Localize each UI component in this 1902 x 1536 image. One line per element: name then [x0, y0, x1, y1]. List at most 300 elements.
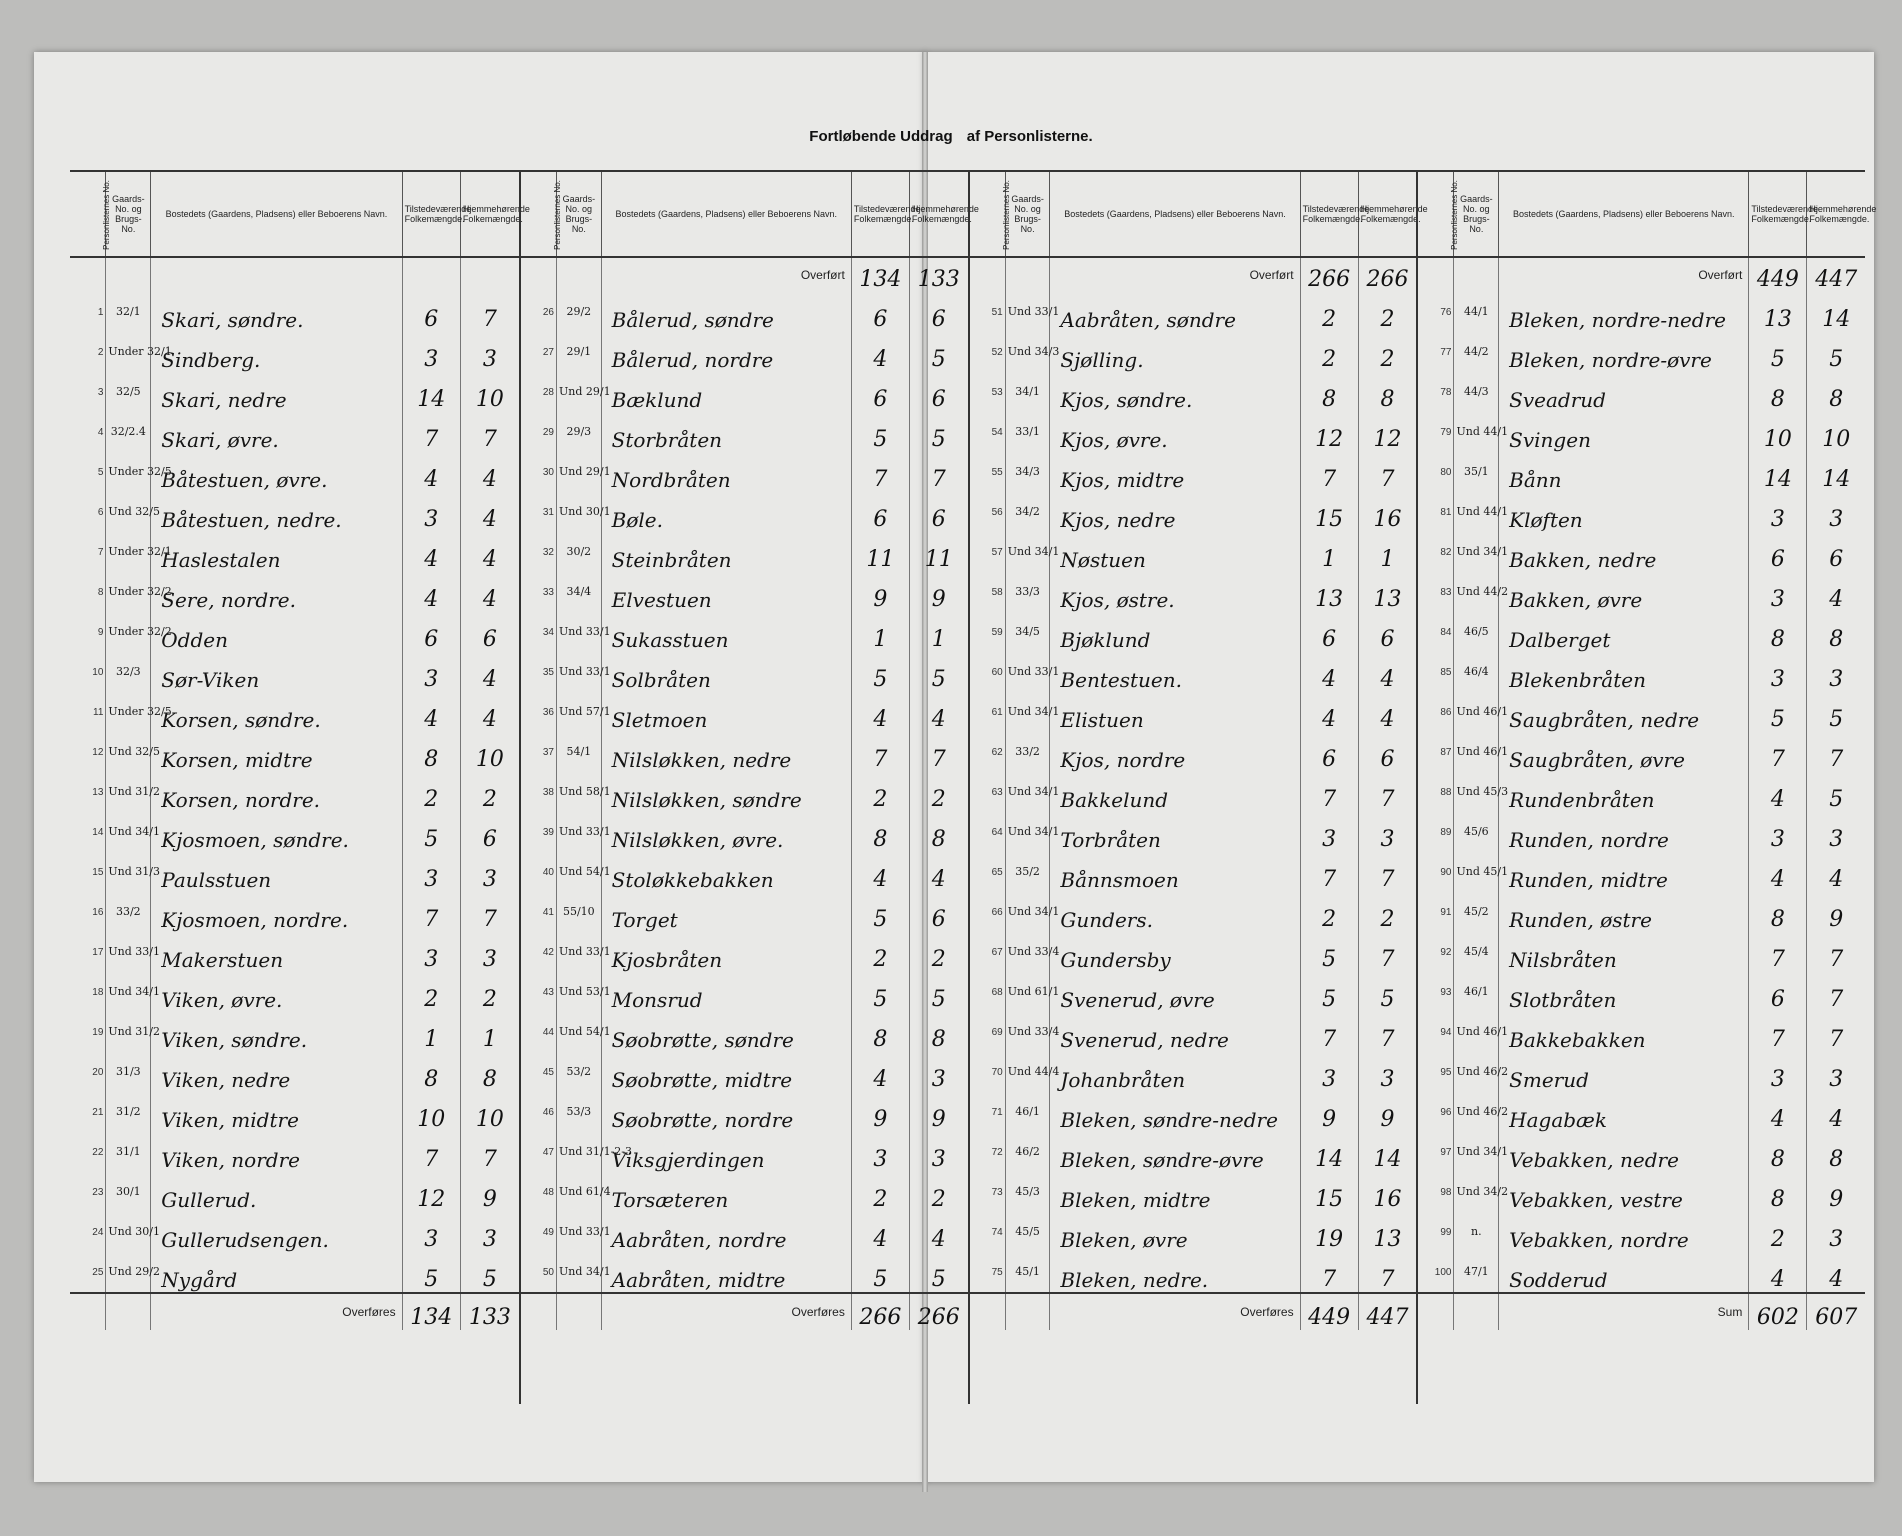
- residence-name: Torbråten: [1050, 812, 1300, 852]
- table-row: [970, 492, 1417, 532]
- empty-cell: [556, 257, 601, 292]
- resident-population: 4: [909, 1212, 967, 1252]
- farm-number: Und 32/5: [106, 732, 151, 772]
- present-population: 8: [1749, 1132, 1807, 1172]
- present-population: 7: [1300, 852, 1358, 892]
- present-population: 3: [402, 492, 460, 532]
- present-population: 5: [851, 892, 909, 932]
- farm-number: 44/1: [1454, 292, 1499, 332]
- residence-name: Smerud: [1499, 1052, 1749, 1092]
- resident-population: 6: [460, 812, 518, 852]
- resident-population: 5: [909, 652, 967, 692]
- carry-out-resident: 266: [909, 1293, 967, 1330]
- person-list-number: 30: [542, 466, 554, 478]
- farm-number: 45/6: [1454, 812, 1499, 852]
- carry-out-resident: 447: [1358, 1293, 1416, 1330]
- present-population: 4: [402, 532, 460, 572]
- residence-name: Elvestuen: [601, 572, 851, 612]
- residence-name: Vebakken, nedre: [1499, 1132, 1749, 1172]
- resident-population: 9: [1358, 1092, 1416, 1132]
- farm-number: 31/3: [106, 1052, 151, 1092]
- farm-number: 33/3: [1005, 572, 1050, 612]
- carry-out-resident: 133: [460, 1293, 518, 1330]
- residence-name: Aabråten, nordre: [601, 1212, 851, 1252]
- farm-number: 29/2: [556, 292, 601, 332]
- present-population: 10: [402, 1092, 460, 1132]
- resident-population: 4: [1807, 1092, 1865, 1132]
- table-row: [1418, 372, 1865, 412]
- person-list-number: 25: [92, 1266, 104, 1278]
- farm-number: 29/3: [556, 412, 601, 452]
- present-population: 12: [1300, 412, 1358, 452]
- table-row: [970, 452, 1417, 492]
- header-personlist-no-label: Personlisternes No.: [1001, 179, 1011, 250]
- person-list-number: 31: [542, 506, 554, 518]
- resident-population: 9: [909, 1092, 967, 1132]
- farm-number: Und 33/1: [1005, 292, 1050, 332]
- residence-name: Sør-Viken: [151, 652, 402, 692]
- residence-name: Korsen, nordre.: [151, 772, 402, 812]
- residence-name: Svenerud, nedre: [1050, 1012, 1300, 1052]
- header-tilstede-label: Tilstedeværende Folkemængde.: [404, 204, 472, 224]
- residence-name: Vebakken, vestre: [1499, 1172, 1749, 1212]
- resident-population: 2: [1358, 292, 1416, 332]
- table-row: [1418, 1132, 1865, 1172]
- residence-name: Bleken, nedre.: [1050, 1252, 1300, 1293]
- table-row: [1418, 932, 1865, 972]
- table-row: [521, 1012, 968, 1052]
- resident-population: 8: [909, 812, 967, 852]
- empty-cell: [521, 257, 557, 292]
- person-list-number: 6: [97, 506, 104, 518]
- table-row: [970, 292, 1417, 332]
- empty-cell: [556, 1293, 601, 1330]
- resident-population: 5: [909, 972, 967, 1012]
- person-list-number: 11: [93, 706, 104, 718]
- resident-population: 5: [460, 1252, 518, 1293]
- residence-name: Saugbråten, øvre: [1499, 732, 1749, 772]
- present-population: 4: [402, 572, 460, 612]
- resident-population: 2: [909, 1172, 967, 1212]
- present-population: 6: [1749, 532, 1807, 572]
- present-population: 5: [1300, 932, 1358, 972]
- header-hjemme: [1807, 172, 1877, 257]
- present-population: 2: [851, 932, 909, 972]
- empty-cell: [1418, 1293, 1454, 1330]
- farm-number: 32/1: [106, 292, 151, 332]
- farm-number: 44/2: [1454, 332, 1499, 372]
- table-row: [1418, 1172, 1865, 1212]
- farm-number: Und 58/1: [556, 772, 601, 812]
- person-list-number: 19: [92, 1026, 104, 1038]
- section-table: [970, 172, 1428, 1330]
- person-list-number: 89: [1440, 826, 1452, 838]
- farm-number: 32/3: [106, 652, 151, 692]
- present-population: 8: [402, 732, 460, 772]
- table-row: [1418, 732, 1865, 772]
- person-list-number: 70: [991, 1066, 1003, 1078]
- resident-population: 6: [909, 492, 967, 532]
- residence-name: Svenerud, øvre: [1050, 972, 1300, 1012]
- person-list-number: 48: [542, 1186, 554, 1198]
- residence-name: Korsen, søndre.: [151, 692, 402, 732]
- residence-name: Bjøklund: [1050, 612, 1300, 652]
- resident-population: 5: [1807, 772, 1865, 812]
- residence-name: Sodderud: [1499, 1252, 1749, 1293]
- residence-name: Båtestuen, nedre.: [151, 492, 402, 532]
- resident-population: 4: [1807, 852, 1865, 892]
- farm-number: 32/5: [106, 372, 151, 412]
- present-population: 5: [851, 412, 909, 452]
- farm-number: Under 32/1: [106, 532, 151, 572]
- farm-number: Und 46/2: [1454, 1052, 1499, 1092]
- resident-population: 3: [1807, 492, 1865, 532]
- header-tilstede: [1749, 172, 1819, 257]
- person-list-number: 8: [97, 586, 104, 598]
- table-row: [70, 1012, 519, 1052]
- empty-cell: [970, 1293, 1006, 1330]
- person-list-number: 50: [542, 1266, 554, 1278]
- person-list-number: 65: [991, 866, 1003, 878]
- resident-population: 3: [1807, 652, 1865, 692]
- farm-number: Und 45/3: [1454, 772, 1499, 812]
- table-row: [1418, 612, 1865, 652]
- farm-number: Und 44/1: [1454, 492, 1499, 532]
- person-list-number: 58: [991, 586, 1003, 598]
- farm-number: 35/2: [1005, 852, 1050, 892]
- carry-out-present: 266: [851, 1293, 909, 1330]
- empty-cell: [460, 257, 518, 292]
- farm-number: Und 61/1: [1005, 972, 1050, 1012]
- farm-number: Und 44/2: [1454, 572, 1499, 612]
- farm-number: Und 33/1: [556, 932, 601, 972]
- table-row: [70, 1172, 519, 1212]
- present-population: 7: [402, 892, 460, 932]
- table-row: [970, 1012, 1417, 1052]
- person-list-number: 38: [542, 786, 554, 798]
- present-population: 4: [851, 332, 909, 372]
- carry-in-label: Overført: [601, 257, 851, 292]
- residence-name: Bålerud, søndre: [601, 292, 851, 332]
- section-table: [521, 172, 979, 1330]
- table-row: [70, 532, 519, 572]
- residence-name: Bakkebakken: [1499, 1012, 1749, 1052]
- empty-cell: [402, 257, 460, 292]
- farm-number: 54/1: [556, 732, 601, 772]
- farm-number: Und 33/1: [556, 652, 601, 692]
- resident-population: 2: [460, 772, 518, 812]
- farm-number: Und 32/5: [106, 492, 151, 532]
- residence-name: Korsen, midtre: [151, 732, 402, 772]
- person-list-number: 52: [991, 346, 1003, 358]
- table-row: [70, 1212, 519, 1252]
- register-section: [519, 172, 979, 1404]
- resident-population: 3: [909, 1132, 967, 1172]
- carry-out-present: 449: [1300, 1293, 1358, 1330]
- farm-number: Und 34/1: [1005, 692, 1050, 732]
- resident-population: 3: [460, 1212, 518, 1252]
- person-list-number: 29: [542, 426, 554, 438]
- resident-population: 7: [1358, 452, 1416, 492]
- residence-name: Kløften: [1499, 492, 1749, 532]
- header-gaards-no: [1454, 172, 1499, 257]
- resident-population: 3: [1807, 1052, 1865, 1092]
- table-row: [70, 932, 519, 972]
- present-population: 7: [1300, 772, 1358, 812]
- present-population: 2: [1300, 332, 1358, 372]
- empty-cell: [1454, 1293, 1499, 1330]
- table-row: [521, 412, 968, 452]
- person-list-number: 39: [542, 826, 554, 838]
- resident-population: 9: [460, 1172, 518, 1212]
- present-population: 2: [402, 772, 460, 812]
- present-population: 7: [1300, 452, 1358, 492]
- resident-population: 10: [460, 372, 518, 412]
- farm-number: Und 54/1: [556, 852, 601, 892]
- person-list-number: 1: [97, 306, 104, 318]
- farm-number: 53/2: [556, 1052, 601, 1092]
- person-list-number: 88: [1440, 786, 1452, 798]
- table-row: [70, 412, 519, 452]
- resident-population: 4: [460, 492, 518, 532]
- present-population: 8: [1749, 372, 1807, 412]
- resident-population: 8: [909, 1012, 967, 1052]
- present-population: 10: [1749, 412, 1807, 452]
- header-tilstede: [1300, 172, 1370, 257]
- residence-name: Viksgjerdingen: [601, 1132, 851, 1172]
- table-row: [521, 492, 968, 532]
- farm-number: Under 32/2: [106, 612, 151, 652]
- resident-population: 4: [460, 692, 518, 732]
- title-part-1: Fortløbende Uddrag: [809, 128, 953, 145]
- person-list-number: 34: [542, 626, 554, 638]
- header-hjemme-label: Hjemmehørende Folkemængde.: [462, 204, 530, 224]
- residence-name: Sere, nordre.: [151, 572, 402, 612]
- present-population: 15: [1300, 1172, 1358, 1212]
- present-population: 7: [851, 732, 909, 772]
- table-row: [970, 652, 1417, 692]
- farm-number: Und 30/1: [556, 492, 601, 532]
- header-bosted-label: Bostedets (Gaardens, Pladsens) eller Beboerens Navn.: [1064, 209, 1286, 219]
- present-population: 2: [1749, 1212, 1807, 1252]
- resident-population: 6: [460, 612, 518, 652]
- empty-cell: [1418, 257, 1454, 292]
- farm-number: Und 34/1: [1005, 772, 1050, 812]
- farm-number: Und 31/2: [106, 1012, 151, 1052]
- resident-population: 7: [1807, 1012, 1865, 1052]
- resident-population: 5: [1807, 332, 1865, 372]
- present-population: 8: [402, 1052, 460, 1092]
- present-population: 11: [851, 532, 909, 572]
- person-list-number: 40: [542, 866, 554, 878]
- resident-population: 8: [1807, 612, 1865, 652]
- present-population: 7: [1749, 932, 1807, 972]
- farm-number: Und 54/1: [556, 1012, 601, 1052]
- person-list-number: 43: [542, 986, 554, 998]
- present-population: 6: [1300, 732, 1358, 772]
- present-population: 9: [851, 572, 909, 612]
- table-row: [70, 452, 519, 492]
- residence-name: Blekenbråten: [1499, 652, 1749, 692]
- table-row: [1418, 772, 1865, 812]
- present-population: 7: [851, 452, 909, 492]
- table-row: [1418, 572, 1865, 612]
- farm-number: 46/2: [1005, 1132, 1050, 1172]
- farm-number: Und 33/1: [556, 1212, 601, 1252]
- farm-number: 29/1: [556, 332, 601, 372]
- title-part-2: af Personlisterne.: [966, 128, 1093, 145]
- resident-population: 4: [460, 572, 518, 612]
- table-row: [1418, 412, 1865, 452]
- present-population: 15: [1300, 492, 1358, 532]
- present-population: 4: [1749, 852, 1807, 892]
- table-row: [70, 1252, 519, 1293]
- table-row: [970, 892, 1417, 932]
- present-population: 3: [851, 1132, 909, 1172]
- table-row: [70, 372, 519, 412]
- person-list-number: 92: [1440, 946, 1452, 958]
- person-list-number: 18: [92, 986, 104, 998]
- table-row: [521, 532, 968, 572]
- table-row: [521, 1252, 968, 1293]
- residence-name: Bålerud, nordre: [601, 332, 851, 372]
- resident-population: 3: [460, 932, 518, 972]
- resident-population: 9: [909, 572, 967, 612]
- table-row: [1418, 972, 1865, 1012]
- resident-population: 3: [1807, 812, 1865, 852]
- residence-name: Paulsstuen: [151, 852, 402, 892]
- resident-population: 4: [1358, 652, 1416, 692]
- carry-in-label: Overført: [1050, 257, 1300, 292]
- table-row: [970, 372, 1417, 412]
- present-population: 3: [1749, 572, 1807, 612]
- residence-name: Bakkelund: [1050, 772, 1300, 812]
- table-row: [521, 612, 968, 652]
- farm-number: 47/1: [1454, 1252, 1499, 1293]
- person-list-number: 3: [97, 386, 104, 398]
- person-list-number: 97: [1440, 1146, 1452, 1158]
- table-row: [1418, 812, 1865, 852]
- farm-number: Und 33/1: [106, 932, 151, 972]
- residence-name: Elistuen: [1050, 692, 1300, 732]
- present-population: 6: [402, 292, 460, 332]
- residence-name: Monsrud: [601, 972, 851, 1012]
- person-list-number: 71: [991, 1106, 1003, 1118]
- farm-number: Und 34/1: [106, 812, 151, 852]
- resident-population: 7: [909, 732, 967, 772]
- person-list-number: 76: [1440, 306, 1452, 318]
- person-list-number: 37: [542, 746, 554, 758]
- resident-population: 10: [460, 1092, 518, 1132]
- resident-population: 9: [1807, 1172, 1865, 1212]
- table-row: [70, 492, 519, 532]
- resident-population: 4: [1358, 692, 1416, 732]
- resident-population: 4: [1807, 1252, 1865, 1293]
- resident-population: 7: [909, 452, 967, 492]
- farm-number: Under 32/2: [106, 572, 151, 612]
- present-population: 19: [1300, 1212, 1358, 1252]
- person-list-number: 100: [1434, 1266, 1452, 1278]
- header-bosted-label: Bostedets (Gaardens, Pladsens) eller Beboerens Navn.: [1512, 209, 1735, 219]
- carry-out-present: 602: [1749, 1293, 1807, 1330]
- person-list-number: 12: [92, 746, 104, 758]
- farm-number: Und 46/1: [1454, 692, 1499, 732]
- table-row: [1418, 1012, 1865, 1052]
- present-population: 1: [402, 1012, 460, 1052]
- carry-in-resident: 447: [1807, 257, 1865, 292]
- present-population: 7: [402, 1132, 460, 1172]
- residence-name: Gunders.: [1050, 892, 1300, 932]
- resident-population: 2: [1358, 892, 1416, 932]
- table-row: [1418, 452, 1865, 492]
- table-row: [521, 812, 968, 852]
- residence-name: Bånn: [1499, 452, 1749, 492]
- residence-name: Slotbråten: [1499, 972, 1749, 1012]
- table-row: [521, 892, 968, 932]
- resident-population: 4: [909, 692, 967, 732]
- table-row: [70, 772, 519, 812]
- resident-population: 7: [1358, 1012, 1416, 1052]
- resident-population: 2: [460, 972, 518, 1012]
- residence-name: Kjosmoen, søndre.: [151, 812, 402, 852]
- header-tilstede-label: Tilstedeværende Folkemængde.: [1302, 204, 1370, 224]
- farm-number: Und 46/2: [1454, 1092, 1499, 1132]
- header-hjemme: [909, 172, 979, 257]
- person-list-number: 68: [991, 986, 1003, 998]
- farm-number: Under 32/5: [106, 452, 151, 492]
- table-row: [970, 572, 1417, 612]
- residence-name: Bleken, søndre-nedre: [1050, 1092, 1300, 1132]
- table-row: [1418, 532, 1865, 572]
- person-list-number: 59: [991, 626, 1003, 638]
- resident-population: 7: [1358, 932, 1416, 972]
- person-list-number: 26: [542, 306, 554, 318]
- residence-name: Søobrøtte, midtre: [601, 1052, 851, 1092]
- table-row: [1418, 852, 1865, 892]
- table-row: [970, 1172, 1417, 1212]
- person-list-number: 14: [92, 826, 104, 838]
- person-list-number: 17: [92, 946, 104, 958]
- residence-name: Nordbråten: [601, 452, 851, 492]
- person-list-number: 96: [1440, 1106, 1452, 1118]
- person-list-number: 46: [542, 1106, 554, 1118]
- resident-population: 7: [1358, 1252, 1416, 1293]
- resident-population: 5: [1358, 972, 1416, 1012]
- farm-number: Und 46/1: [1454, 732, 1499, 772]
- header-personlist-no: [521, 172, 562, 257]
- table-row: [521, 1132, 968, 1172]
- farm-number: 46/1: [1454, 972, 1499, 1012]
- farm-number: 32/2.4: [106, 412, 151, 452]
- table-row: [521, 372, 968, 412]
- farm-number: 45/5: [1005, 1212, 1050, 1252]
- farm-number: Und 44/1: [1454, 412, 1499, 452]
- residence-name: Sletmoen: [601, 692, 851, 732]
- present-population: 3: [402, 332, 460, 372]
- resident-population: 8: [460, 1052, 518, 1092]
- header-tilstede: [851, 172, 921, 257]
- residence-name: Sindberg.: [151, 332, 402, 372]
- farm-number: 45/2: [1454, 892, 1499, 932]
- carry-out-row: [70, 1293, 519, 1330]
- farm-number: 33/2: [1005, 732, 1050, 772]
- resident-population: 5: [909, 412, 967, 452]
- header-personlist-no-label: Personlisternes No.: [552, 179, 562, 250]
- farm-number: 34/5: [1005, 612, 1050, 652]
- carry-in-row: [70, 257, 519, 292]
- present-population: 5: [402, 812, 460, 852]
- table-row: [521, 732, 968, 772]
